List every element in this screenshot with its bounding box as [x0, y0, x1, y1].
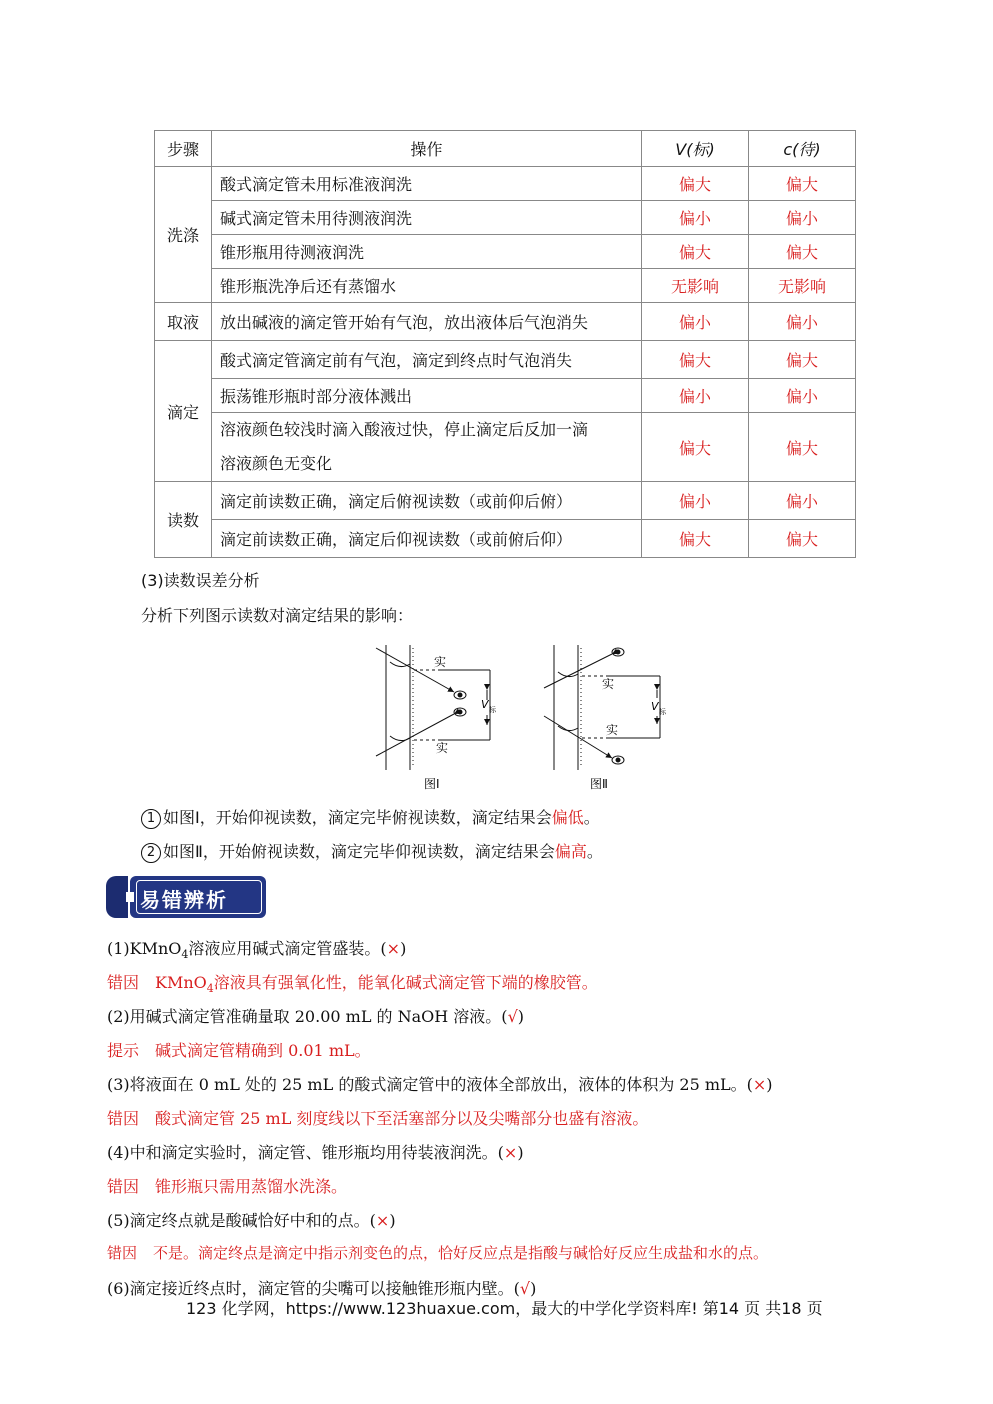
figure-two-v-sub: 标	[659, 708, 666, 716]
circled-number: 2	[141, 843, 161, 863]
question-4	[107, 1140, 524, 1163]
operation-cell: 放出碱液的滴定管开始有气泡，放出液体后气泡消失	[212, 303, 642, 341]
question-close: )	[517, 1143, 524, 1162]
operation-cell: 酸式滴定管未用标准液润洗	[212, 167, 642, 201]
c-cell: 无影响	[749, 269, 856, 303]
question-2	[107, 1004, 524, 1027]
table-row	[155, 167, 856, 201]
table-row	[155, 379, 856, 413]
header-c-sample: c(待)	[749, 131, 856, 167]
note-3	[107, 1106, 648, 1129]
figure-one-v-label: V	[481, 698, 489, 711]
question-1	[107, 936, 406, 961]
v-cell: 偏小	[642, 482, 749, 520]
v-cell: 偏小	[642, 303, 749, 341]
figure-one-label-real-bottom: 实	[436, 741, 449, 755]
list-item-text: 如图Ⅰ，开始仰视读数，滴定完毕俯视读数，滴定结果会	[163, 808, 552, 827]
subscript: 4	[206, 982, 214, 996]
page-footer: 123 化学网，https://www.123huaxue.com，最大的中学化学资料库! 第14 页 共18 页	[186, 1299, 823, 1318]
list-item-answer: 偏高	[554, 842, 587, 861]
header-step: 步骤	[155, 131, 212, 167]
list-item	[141, 805, 600, 829]
step-cell: 滴定	[155, 341, 212, 482]
header-v-standard: V(标)	[642, 131, 749, 167]
question-text: (4)中和滴定实验时，滴定管、锥形瓶均用待装液润洗。(	[107, 1143, 504, 1162]
list-item	[141, 839, 603, 863]
c-cell: 偏大	[749, 413, 856, 482]
figure-two-v-label: V	[651, 700, 659, 713]
burette-reading-figure	[370, 640, 680, 800]
v-cell: 偏大	[642, 413, 749, 482]
question-text: (6)滴定接近终点时，滴定管的尖嘴可以接触锥形瓶内壁。(	[107, 1279, 520, 1298]
v-cell: 偏大	[642, 520, 749, 558]
section-badge	[106, 876, 266, 918]
list-item-end: 。	[586, 842, 603, 861]
header-operation: 操作	[212, 131, 642, 167]
question-3	[107, 1072, 773, 1095]
question-close: )	[517, 1007, 525, 1026]
answer-mark: ×	[375, 1211, 390, 1230]
note-text: 锥形瓶只需用蒸馏水洗涤。	[155, 1177, 348, 1196]
note-text: 酸式滴定管 25 mL 刻度线以下至活塞部分以及尖嘴部分也盛有溶液。	[155, 1109, 649, 1128]
badge-label: 易错辨析	[140, 888, 228, 912]
c-cell: 偏大	[749, 341, 856, 379]
question-text: (5)滴定终点就是酸碱恰好中和的点。(	[107, 1211, 376, 1230]
operation-cell: 锥形瓶洗净后还有蒸馏水	[212, 269, 642, 303]
c-cell: 偏大	[749, 167, 856, 201]
v-cell: 偏大	[642, 235, 749, 269]
v-cell: 偏大	[642, 341, 749, 379]
answer-mark: √	[519, 1279, 531, 1298]
note-text: KMnO	[155, 973, 207, 992]
figure-one	[376, 645, 490, 770]
question-close: )	[530, 1279, 537, 1298]
question-text: (3)将液面在 0 mL 处的 25 mL 的酸式滴定管中的液体全部放出，液体的体积为 25 mL。(	[107, 1075, 753, 1094]
note-text: 溶液具有强氧化性，能氧化碱式滴定管下端的橡胶管。	[213, 973, 598, 992]
c-cell: 偏大	[749, 235, 856, 269]
step-cell: 读数	[155, 482, 212, 558]
subscript: 4	[181, 948, 189, 962]
operation-cell: 碱式滴定管未用待测液润洗	[212, 201, 642, 235]
table-row	[155, 201, 856, 235]
table-row	[155, 482, 856, 520]
note-2	[107, 1038, 371, 1061]
table-row	[155, 303, 856, 341]
answer-mark: ×	[752, 1075, 767, 1094]
v-cell: 偏大	[642, 167, 749, 201]
operation-cell	[212, 413, 642, 482]
question-close: )	[389, 1211, 396, 1230]
question-close: )	[766, 1075, 773, 1094]
answer-mark: √	[507, 1007, 518, 1026]
question-close: )	[400, 939, 407, 958]
note-5	[107, 1242, 768, 1263]
badge-stem	[106, 876, 128, 918]
operation-line: 溶液颜色较浅时滴入酸液过快，停止滴定后反加一滴	[220, 420, 589, 439]
table-row	[155, 269, 856, 303]
c-cell: 偏大	[749, 520, 856, 558]
v-cell: 无影响	[642, 269, 749, 303]
answer-mark: ×	[503, 1143, 518, 1162]
figure-one-v-sub: 标	[489, 706, 496, 714]
note-tag: 错因	[107, 973, 140, 992]
operation-cell: 锥形瓶用待测液润洗	[212, 235, 642, 269]
note-tag: 错因	[107, 1109, 140, 1128]
figure-two-label-real-bottom: 实	[606, 723, 619, 737]
figure-two	[544, 645, 660, 770]
note-4	[107, 1174, 347, 1197]
note-text: 不是。滴定终点是滴定中指示剂变色的点，恰好反应点是指酸与碱恰好反应生成盐和水的点。	[153, 1244, 769, 1262]
c-cell: 偏小	[749, 482, 856, 520]
figure-two-caption: 图Ⅱ	[590, 777, 608, 791]
question-text: (1)KMnO	[107, 939, 182, 958]
step-cell: 取液	[155, 303, 212, 341]
list-item-end: 。	[583, 808, 600, 827]
error-analysis-table	[154, 130, 856, 558]
operation-cell: 酸式滴定管滴定前有气泡，滴定到终点时气泡消失	[212, 341, 642, 379]
note-tag: 错因	[107, 1177, 140, 1196]
operation-cell: 滴定前读数正确，滴定后俯视读数（或前仰后俯）	[212, 482, 642, 520]
section-intro: 分析下列图示读数对滴定结果的影响：	[141, 606, 414, 625]
operation-cell: 滴定前读数正确，滴定后仰视读数（或前俯后仰）	[212, 520, 642, 558]
note-text: 碱式滴定管精确到 0.01 mL。	[155, 1041, 371, 1060]
circled-number: 1	[141, 809, 161, 829]
question-text: (2)用碱式滴定管准确量取 20.00 mL 的 NaOH 溶液。(	[107, 1007, 508, 1026]
figure-one-label-real-top: 实	[434, 655, 447, 669]
section-title: (3)读数误差分析	[141, 571, 260, 590]
figure-one-caption: 图Ⅰ	[424, 777, 440, 791]
v-cell: 偏小	[642, 379, 749, 413]
note-1	[107, 970, 598, 995]
answer-mark: ×	[386, 939, 401, 958]
c-cell: 偏小	[749, 303, 856, 341]
c-cell: 偏小	[749, 379, 856, 413]
question-text: 溶液应用碱式滴定管盛装。(	[188, 939, 387, 958]
note-tag: 提示	[107, 1041, 140, 1060]
c-cell: 偏小	[749, 201, 856, 235]
table-row	[155, 413, 856, 482]
table-row	[155, 520, 856, 558]
badge-notch	[126, 892, 134, 902]
list-item-text: 如图Ⅱ，开始俯视读数，滴定完毕仰视读数，滴定结果会	[163, 842, 555, 861]
note-tag: 错因	[107, 1244, 138, 1262]
operation-line: 溶液颜色无变化	[220, 454, 333, 473]
table-header-row	[155, 131, 856, 167]
v-cell: 偏小	[642, 201, 749, 235]
table-row	[155, 235, 856, 269]
table-row	[155, 341, 856, 379]
step-cell: 洗涤	[155, 167, 212, 303]
list-item-answer: 偏低	[551, 808, 584, 827]
question-5	[107, 1208, 396, 1231]
operation-cell: 振荡锥形瓶时部分液体溅出	[212, 379, 642, 413]
figure-two-label-real-top: 实	[602, 677, 615, 691]
